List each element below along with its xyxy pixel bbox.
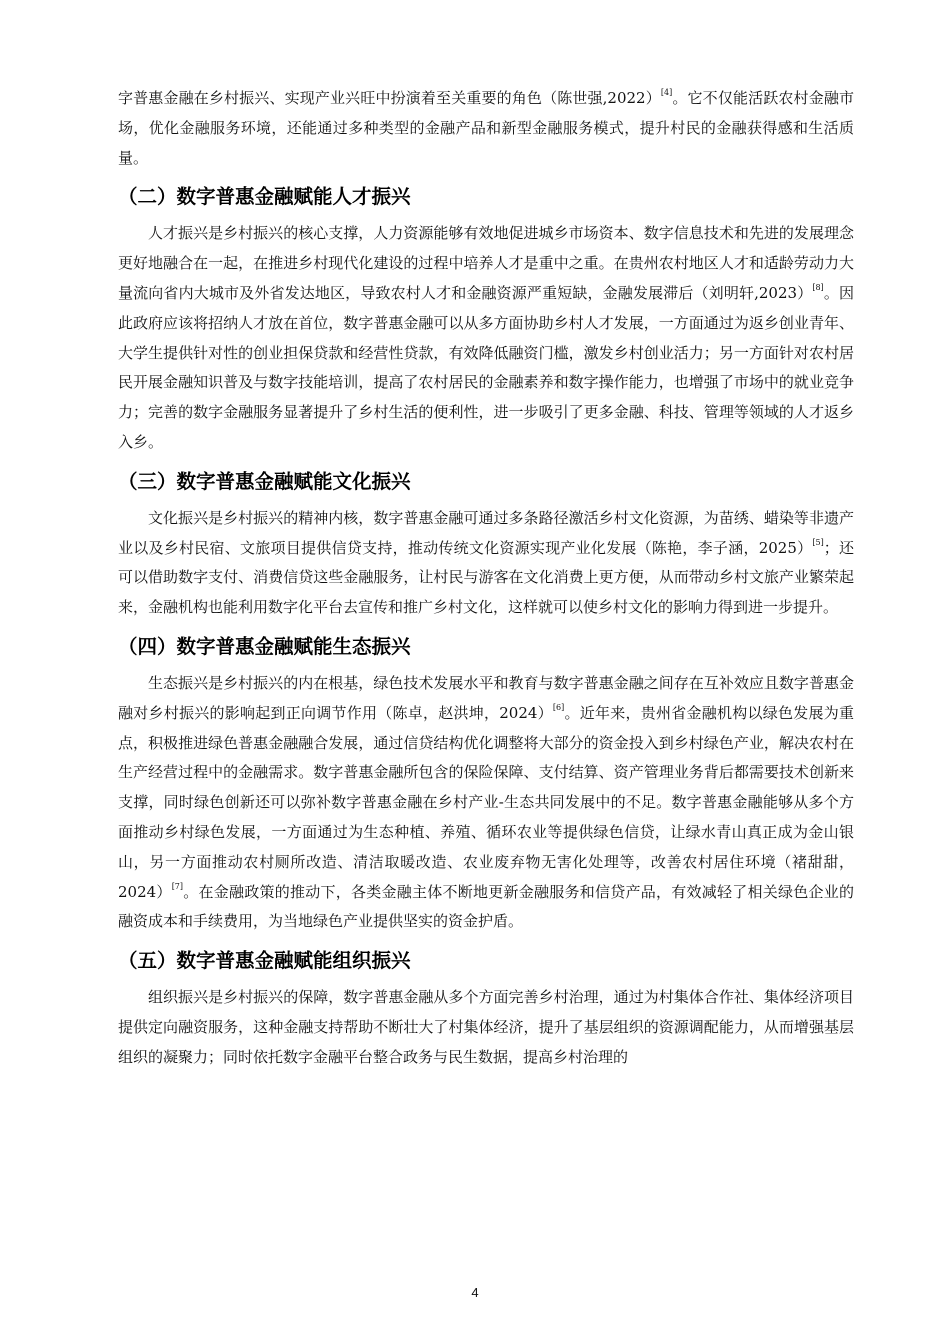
section-paragraph-talent <box>118 219 854 457</box>
paragraph-text: ；还可以借助数字支付、消费信贷这些金融服务，让村民与游客在文化消费上更方便，从而带动乡村文旅产业繁荣起来，金融机构也能利用数字化平台去宣传和推广乡村文化，这样就可以使乡村文化的影响力得到进一步提升。 <box>118 538 854 617</box>
paragraph-text: 人才振兴是乡村振兴的核心支撑，人力资源能够有效地促进城乡市场资本、数字信息技术和先进的发展理念更好地融合在一起，在推进乡村现代化建设的过程中培养人才是重中之重。在贵州农村地区人才和适龄劳动力大量流向省内大城市及外省发达地区，导致农村人才和金融资源严重短缺，金融发展滞后（刘明轩,2023） <box>118 224 854 302</box>
citation-ref: [5] <box>812 537 824 547</box>
section-heading-organization: （五）数字普惠金融赋能组织振兴 <box>118 949 411 973</box>
paragraph-text: 生态振兴是乡村振兴的内在根基，绿色技术发展水平和教育与数字普惠金融之间存在互补效应且数字普惠金融对乡村振兴的影响起到正向调节作用（陈卓，赵洪坤，2024） <box>118 673 854 722</box>
citation-ref: [4] <box>660 88 673 97</box>
citation-ref: [7] <box>171 881 184 891</box>
page-content <box>118 84 854 1073</box>
section-paragraph-ecology <box>118 669 854 937</box>
intro-paragraph <box>118 84 854 173</box>
section-heading-culture: （三）数字普惠金融赋能文化振兴 <box>118 469 411 493</box>
page-number: 4 <box>471 1285 479 1300</box>
section-heading-ecology: （四）数字普惠金融赋能生态振兴 <box>118 634 411 658</box>
citation-ref: [8] <box>812 282 824 292</box>
paragraph-text: 字普惠金融在乡村振兴、实现产业兴旺中扮演着至关重要的角色（陈世强,2022） <box>118 89 661 107</box>
paragraph-text: 文化振兴是乡村振兴的精神内核，数字普惠金融可通过多条路径激活乡村文化资源，为苗绣、蜡染等非遗产业以及乡村民宿、文旅项目提供信贷支持，推动传统文化资源实现产业化发展（陈艳，李子涵，2025） <box>118 508 854 557</box>
section-paragraph-organization: 组织振兴是乡村振兴的保障，数字普惠金融从多个方面完善乡村治理，通过为村集体合作社、集体经济项目提供定向融资服务，这种金融支持帮助不断壮大了村集体经济，提升了基层组织的资源调配能力，从而增强基层组织的凝聚力；同时依托数字金融平台整合政务与民生数据，提高乡村治理的 <box>118 988 854 1066</box>
citation-ref: [6] <box>552 702 565 712</box>
paragraph-text: 。因此政府应该将招纳人才放在首位，数字普惠金融可以从多方面协助乡村人才发展，一方面通过为返乡创业青年、大学生提供针对性的创业担保贷款和经营性贷款，有效降低融资门槛，激发乡村创业活力；另一方面针对农村居民开展金融知识普及与数字技能培训，提高了农村居民的金融素养和数字操作能力，也增强了市场中的就业竞争力；完善的数字金融服务显著提升了乡村生活的便利性，进一步吸引了更多金融、科技、管理等领域的人才返乡入乡。 <box>118 283 854 451</box>
paragraph-text: 。它不仅能活跃农村金融市场，优化金融服务环境，还能通过多种类型的金融产品和新型金融服务模式，提升村民的金融获得感和生活质量。 <box>118 89 854 167</box>
paragraph-text: 。近年来，贵州省金融机构以绿色发展为重点，积极推进绿色普惠金融融合发展，通过信贷结构优化调整将大部分的资金投入到乡村绿色产业，解决农村在生产经营过程中的金融需求。数字普惠金融所包含的保险保障、支付结算、资产管理业务背后都需要技术创新来支撑，同时绿色创新还可以弥补数字普惠金融在乡村产业-生态共同发展中的不足。数字普惠金融能够从多个方面推动乡村绿色发展，一方面通过为生态种植、养殖、循环农业等提供绿色信贷，让绿水青山真正成为金山银山，另一方面推动农村厕所改造、清洁取暖改造、农业废弃物无害化处理等，改善农村居住环境（褚甜甜，2024） <box>118 703 854 901</box>
section-heading-talent: （二）数字普惠金融赋能人才振兴 <box>118 185 411 209</box>
section-paragraph-culture <box>118 504 854 623</box>
paragraph-text: 。在金融政策的推动下，各类金融主体不断地更新金融服务和信贷产品，有效减轻了相关绿色企业的融资成本和手续费用，为当地绿色产业提供坚实的资金护盾。 <box>118 882 854 931</box>
